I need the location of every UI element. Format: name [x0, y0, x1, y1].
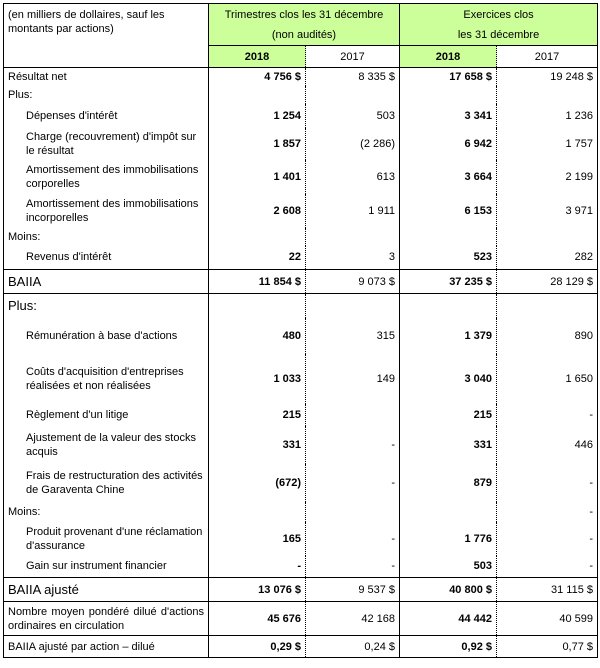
header-row-1 — [4, 4, 598, 46]
value-2017-year: 1 650 — [497, 354, 598, 404]
value-2017-quarter: 503 — [306, 104, 400, 128]
value-2018-year: 879 — [400, 464, 497, 502]
value-2018-year: 0,92 $ — [400, 636, 497, 658]
value-2018-quarter: 45 676 — [209, 602, 306, 636]
value-2018-year: 503 — [400, 556, 497, 578]
value-2018-quarter: 1 033 — [209, 354, 306, 404]
row-label: Charge (recouvrement) d'impôt sur le résultat — [26, 130, 197, 157]
value-2018-quarter: 1 254 — [209, 104, 306, 128]
row-label: Revenus d'intérêt — [26, 251, 112, 264]
value-2018-year: 3 664 — [400, 160, 497, 194]
table-row — [4, 464, 598, 502]
row-label: Résultat net — [4, 68, 209, 86]
table-row — [4, 522, 598, 556]
value-2017-quarter: (2 286) — [306, 128, 400, 160]
table-row — [4, 404, 598, 426]
year-header — [400, 4, 598, 46]
row-label: Nombre moyen pondéré dilué d'actions ordinaires en circulation — [4, 602, 209, 636]
value-2018-quarter: 331 — [209, 426, 306, 464]
row-label: Gain sur instrument financier — [26, 560, 167, 573]
value-2017-quarter: 8 335 $ — [306, 68, 400, 86]
value-2017-year: 31 115 $ — [497, 578, 598, 602]
value-2018-quarter: 13 076 $ — [209, 578, 306, 602]
value-2018-quarter: 480 — [209, 318, 306, 354]
value-2018-quarter: 215 — [209, 404, 306, 426]
value-2017-quarter: - — [306, 522, 400, 556]
table-row — [4, 86, 598, 104]
value-2018-year: 37 235 $ — [400, 270, 497, 294]
value-2017-year: 40 599 — [497, 602, 598, 636]
baiia-ajuste-row — [4, 578, 598, 602]
row-label: Produit provenant d'une réclamation d'assurance — [26, 525, 203, 552]
value-2017-year: 0,77 $ — [497, 636, 598, 658]
table-row — [4, 194, 598, 228]
value-2018-year: 44 442 — [400, 602, 497, 636]
value-2017-year: 3 971 — [497, 194, 598, 228]
year-title: Exercices clos — [463, 8, 534, 21]
value-2018-quarter: 2 608 — [209, 194, 306, 228]
row-label: Moins: — [8, 230, 41, 243]
row-label: Coûts d'acquisition d'entreprises réalisées et non réalisées — [26, 365, 184, 392]
value-2018-year: 1 379 — [400, 318, 497, 354]
value-2017-quarter: - — [306, 426, 400, 464]
table-row — [4, 354, 598, 404]
value-2018-year: 6 153 — [400, 194, 497, 228]
value-2018-year: 1 776 — [400, 522, 497, 556]
value-2017-quarter: - — [306, 464, 400, 502]
quarter-subtitle: (non audités) — [271, 28, 337, 41]
baiia-row — [4, 270, 598, 294]
value-2018-quarter: 22 — [209, 246, 306, 270]
row-label: Rémunération à base d'actions — [26, 329, 178, 342]
row-label: BAIIA — [4, 270, 209, 294]
value-2018-year: 17 658 $ — [400, 68, 497, 86]
row-label: Amortissement des immobilisations corporelles — [26, 163, 199, 190]
value-2017-quarter: - — [306, 556, 400, 578]
value-2018-quarter: 165 — [209, 522, 306, 556]
table-row — [4, 426, 598, 464]
table-row — [4, 502, 598, 522]
col-2017-year: 2017 — [497, 46, 598, 68]
row-label: Dépenses d'intérêt — [26, 109, 118, 122]
row-label: Amortissement des immobilisations incorporelles — [26, 197, 199, 224]
table-row — [4, 294, 598, 318]
value-2017-year: 1 236 — [497, 104, 598, 128]
col-2018-year: 2018 — [400, 46, 497, 68]
value-2017-year: 19 248 $ — [497, 68, 598, 86]
value-2017-quarter — [306, 404, 400, 426]
value-2017-year: 890 — [497, 318, 598, 354]
row-label: Plus: — [8, 297, 37, 313]
value-2017-quarter: 613 — [306, 160, 400, 194]
value-2017-year: 2 199 — [497, 160, 598, 194]
value-2017-quarter: 149 — [306, 354, 400, 404]
row-label: Moins: — [8, 505, 41, 518]
value-2017-year: 446 — [497, 426, 598, 464]
value-2017-year: - — [497, 522, 598, 556]
value-2018-year: 6 942 — [400, 128, 497, 160]
value-2017-year: - — [497, 556, 598, 578]
value-2017-year: 1 757 — [497, 128, 598, 160]
row-label: BAIIA ajusté par action – dilué — [8, 640, 155, 653]
value-2017-quarter: 1 911 — [306, 194, 400, 228]
value-2018-quarter: 1 401 — [209, 160, 306, 194]
table-row — [4, 104, 598, 128]
value-2018-year: 3 341 — [400, 104, 497, 128]
col-2018-quarter: 2018 — [209, 46, 306, 68]
quarter-header — [209, 4, 400, 46]
value-2018-quarter: 0,29 $ — [209, 636, 306, 658]
quarter-title: Trimestres clos les 31 décembre — [224, 8, 384, 21]
value-2017-year: - — [497, 404, 598, 426]
value-2018-quarter: - — [209, 556, 306, 578]
value-2017-quarter: 9 073 $ — [306, 270, 400, 294]
value-2018-quarter: 11 854 $ — [209, 270, 306, 294]
value-2017-quarter: 9 537 $ — [306, 578, 400, 602]
value-2017-year: - — [497, 464, 598, 502]
value-2018-year: 215 — [400, 404, 497, 426]
units-label: (en milliers de dollaires, sauf les montants par actions) — [8, 9, 165, 35]
value-2017-year: - — [497, 502, 598, 522]
table-row — [4, 228, 598, 246]
value-2017-quarter: 42 168 — [306, 602, 400, 636]
value-2018-quarter: 4 756 $ — [209, 68, 306, 86]
financial-table — [3, 3, 598, 658]
value-2017-year: 282 — [497, 246, 598, 270]
row-label: Ajustement de la valeur des stocks acquis — [26, 431, 196, 458]
table-row — [4, 160, 598, 194]
table-row — [4, 246, 598, 270]
value-2017-quarter: 315 — [306, 318, 400, 354]
row-label: Plus: — [8, 88, 33, 101]
value-2018-year: 40 800 $ — [400, 578, 497, 602]
table-row — [4, 68, 598, 86]
year-subtitle: les 31 décembre — [457, 28, 540, 41]
row-label: Frais de restructuration des activités de Garaventa Chine — [26, 469, 203, 496]
value-2017-year: 28 129 $ — [497, 270, 598, 294]
value-2018-year: 3 040 — [400, 354, 497, 404]
row-label: Règlement d'un litige — [26, 408, 129, 421]
value-2018-year: 523 — [400, 246, 497, 270]
col-2017-quarter: 2017 — [306, 46, 400, 68]
table-row — [4, 128, 598, 160]
table-row — [4, 556, 598, 578]
value-2018-quarter: 1 857 — [209, 128, 306, 160]
table-row — [4, 318, 598, 354]
value-2018-quarter: (672) — [209, 464, 306, 502]
value-2017-quarter: 0,24 $ — [306, 636, 400, 658]
value-2018-year: 331 — [400, 426, 497, 464]
table-row — [4, 636, 598, 658]
value-2017-quarter: 3 — [306, 246, 400, 270]
row-label: BAIIA ajusté — [4, 578, 209, 602]
table-row — [4, 602, 598, 636]
